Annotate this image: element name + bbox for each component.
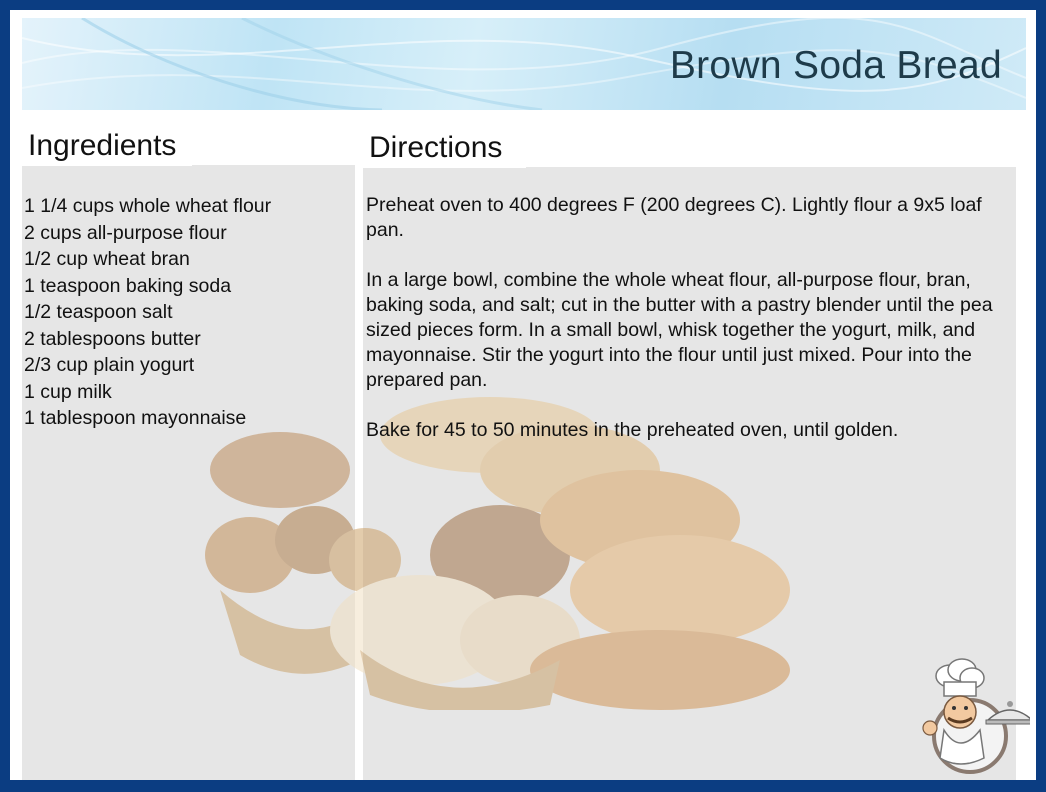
page-title: Brown Soda Bread <box>669 44 1002 87</box>
directions-heading: Directions <box>363 128 526 168</box>
direction-step: Bake for 45 to 50 minutes in the preheated oven, until golden. <box>366 419 899 441</box>
directions-text <box>366 193 1006 468</box>
ingredients-heading: Ingredients <box>22 126 192 166</box>
direction-step: In a large bowl, combine the whole wheat flour, all-purpose flour, bran, baking soda, and salt; cut in the butter with a pastry blender until the pea sized pieces form. In a small bowl, whisk together the yogurt, milk, and mayonnaise. Stir the yogurt into the flour until just mixed. Pour into the prepared pan. <box>366 269 993 391</box>
ingredients-list <box>24 193 271 432</box>
direction-step: Preheat oven to 400 degrees F (200 degrees C). Lightly flour a 9x5 loaf pan. <box>366 194 982 241</box>
ingredient-item: 2/3 cup plain yogurt <box>24 354 195 376</box>
ingredient-item: 2 cups all-purpose flour <box>24 221 227 244</box>
ingredient-item: 1/2 teaspoon salt <box>24 301 173 323</box>
ingredient-item: 1 tablespoon mayonnaise <box>24 407 247 429</box>
slide <box>10 10 1036 780</box>
ingredient-item: 1/2 cup wheat bran <box>24 248 190 270</box>
ingredient-item: 2 tablespoons butter <box>24 327 201 350</box>
title-banner <box>22 18 1026 110</box>
ingredient-item: 1 1/4 cups whole wheat flour <box>24 195 272 217</box>
ingredient-item: 1 teaspoon baking soda <box>24 274 232 297</box>
ingredient-item: 1 cup milk <box>24 380 112 403</box>
chef-logo-icon <box>910 658 1030 778</box>
